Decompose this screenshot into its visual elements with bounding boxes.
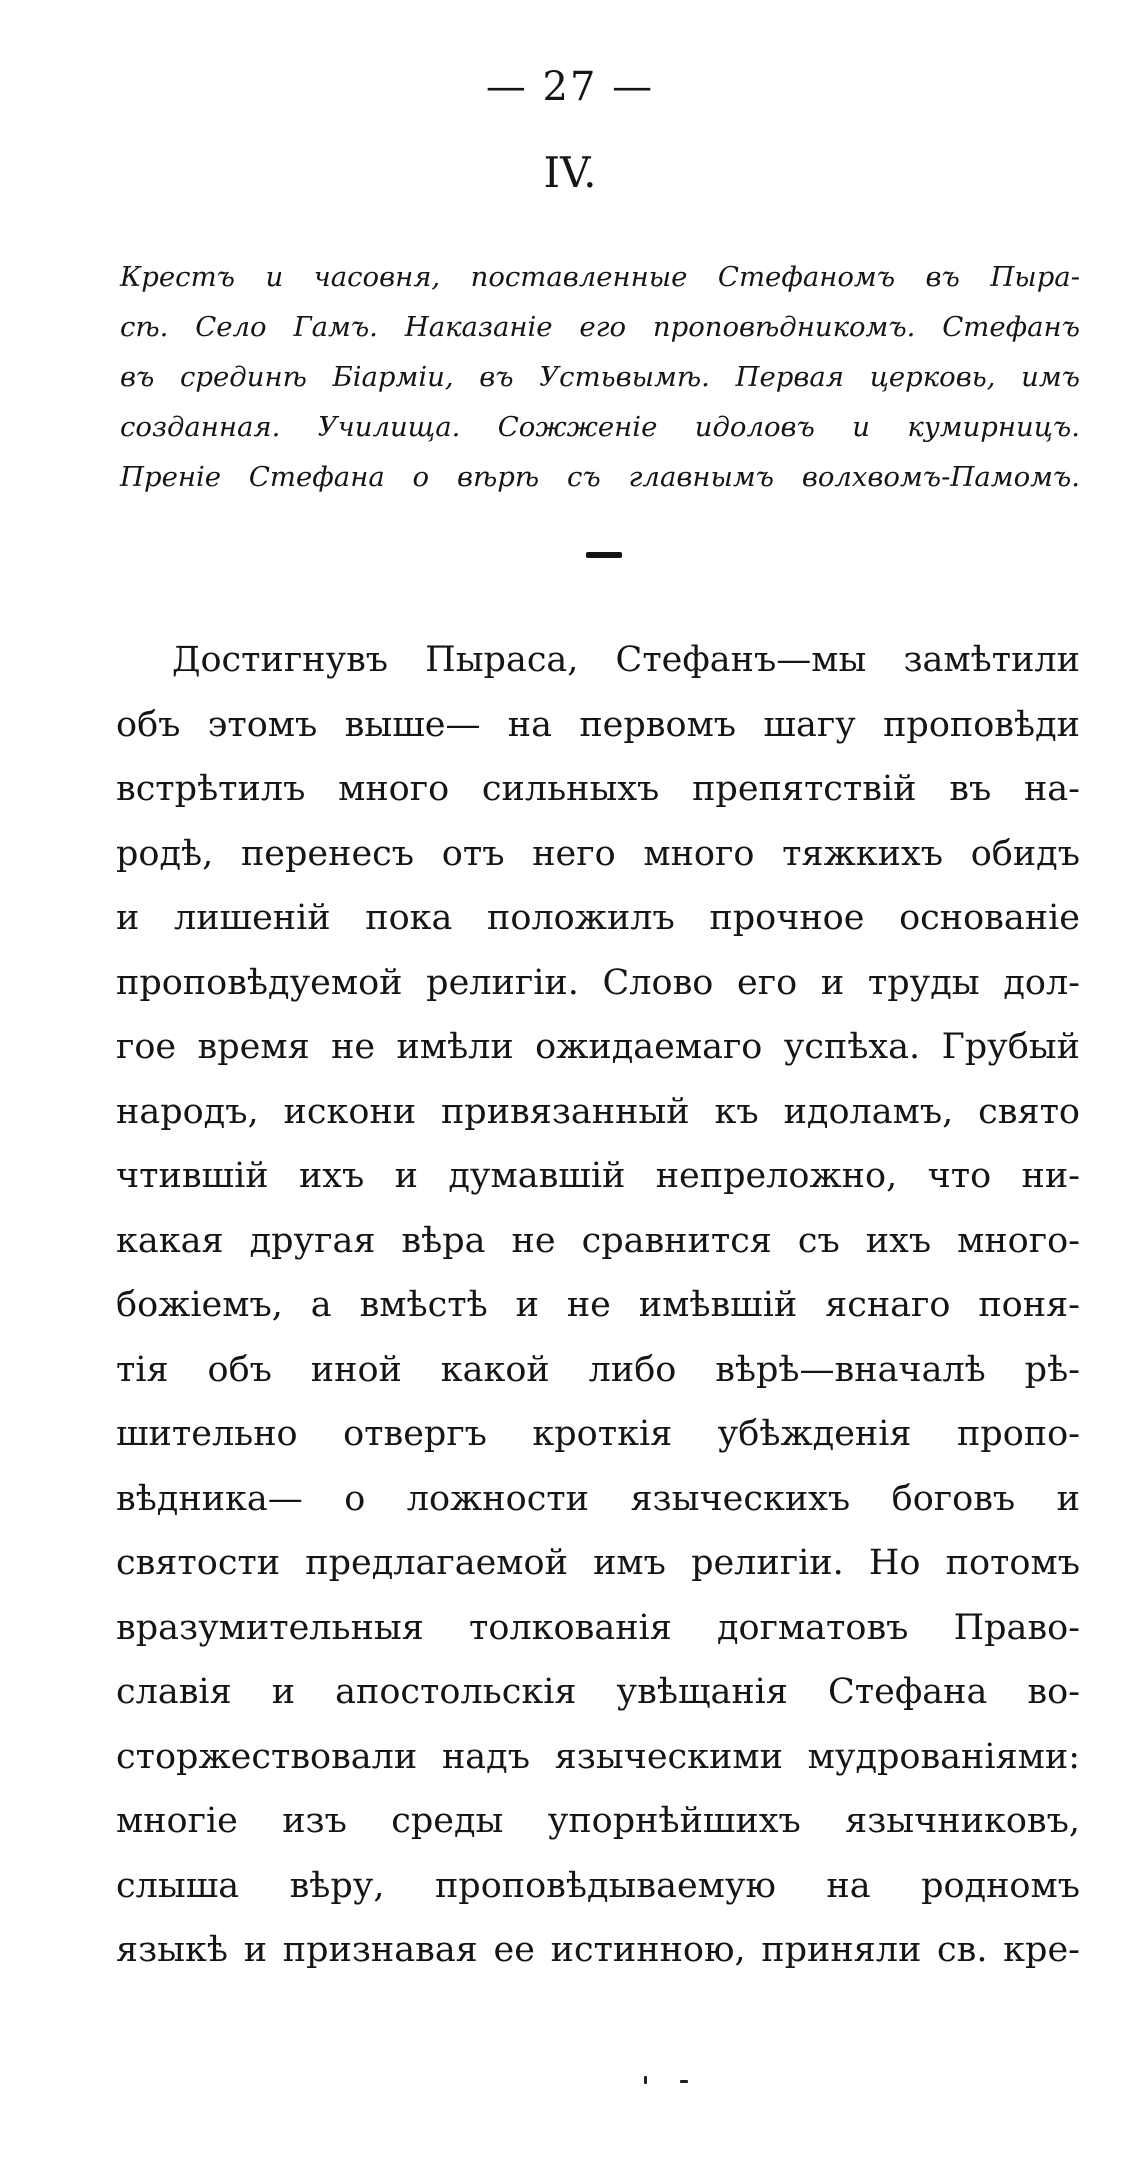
body-line: родѣ, перенесъ отъ него много тяжкихъ обидъ [116, 833, 1080, 874]
body-line: вѣдника— о ложности языческихъ боговъ и [116, 1478, 1080, 1519]
body-line: какая другая вѣра не сравнится съ ихъ много- [116, 1220, 1080, 1261]
summary-line: въ срединѣ Біарміи, въ Устьвымѣ. Первая церковь, имъ [120, 361, 1080, 393]
page-number: — 27 — [485, 64, 655, 110]
body-paragraph [116, 628, 1080, 1983]
body-line: слыша вѣру, проповѣдываемую на родномъ [116, 1865, 1080, 1906]
body-line: встрѣтилъ много сильныхъ препятствій въ на- [116, 769, 1080, 809]
summary-line: Преніе Стефана о вѣрѣ съ главнымъ волхвомъ-Памомъ. [120, 461, 1080, 493]
body-line: чтившій ихъ и думавшій непреложно, что ни- [116, 1156, 1080, 1196]
summary-line: созданная. Училища. Сожженіе идоловъ и кумирницъ. [120, 411, 1080, 443]
body-line: божіемъ, а вмѣстѣ и не имѣвшій яснаго поня- [116, 1285, 1080, 1325]
summary-line: сѣ. Село Гамъ. Наказаніе его проповѣдникомъ. Стефанъ [120, 311, 1080, 343]
body-line: Достигнувъ Пыраса, Стефанъ—мы замѣтили [172, 640, 1080, 680]
body-line: проповѣдуемой религіи. Слово его и труды дол- [116, 962, 1080, 1003]
body-line: многіе изъ среды упорнѣйшихъ язычниковъ, [116, 1801, 1080, 1841]
body-line: вразумительныя толкованія догматовъ Право- [116, 1607, 1080, 1648]
body-line: объ этомъ выше— на первомъ шагу проповѣди [116, 704, 1080, 745]
body-line: сторжествовали надъ языческими мудрованіями: [116, 1736, 1080, 1777]
body-line: святости предлагаемой имъ религіи. Но потомъ [116, 1543, 1080, 1583]
summary-line: Крестъ и часовня, поставленные Стефаномъ въ Пыра- [120, 261, 1080, 293]
body-line: народъ, искони привязанный къ идоламъ, свято [116, 1091, 1080, 1132]
chapter-summary [120, 252, 1080, 502]
body-line: и лишеній пока положилъ прочное основаніе [116, 898, 1080, 938]
section-separator [586, 552, 622, 558]
print-specks [640, 2076, 700, 2086]
chapter-heading: IV. [543, 148, 597, 197]
body-line: языкѣ и признавая ее истинною, приняли св. кре- [116, 1930, 1080, 1970]
body-line: гое время не имѣли ожидаемаго успѣха. Грубый [116, 1027, 1080, 1067]
body-line: славія и апостольскія увѣщанія Стефана во- [116, 1672, 1080, 1712]
body-line: тія объ иной какой либо вѣрѣ—вначалѣ рѣ- [116, 1349, 1080, 1390]
body-line: шительно отвергъ кроткія убѣжденія пропо- [116, 1414, 1080, 1454]
